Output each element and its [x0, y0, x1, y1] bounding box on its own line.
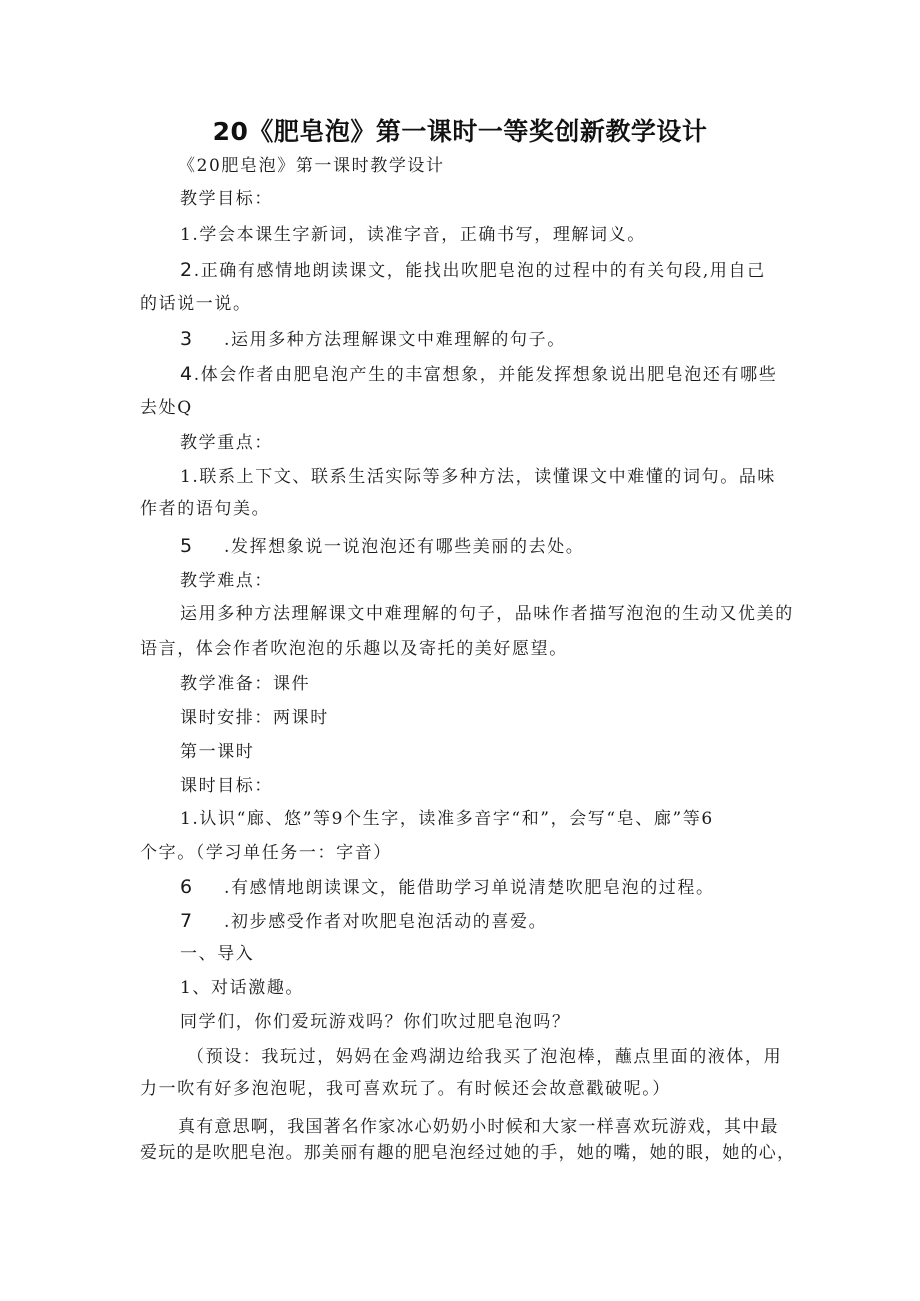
- goal-3-number: 3: [180, 328, 194, 350]
- lesson-goal-7: [180, 910, 547, 933]
- goal-3: [180, 328, 566, 351]
- paragraph-continued: 爱玩的是吹肥皂泡。那美丽有趣的肥皂泡经过她的手，她的嘴，她的眼，她的心，: [140, 1143, 796, 1163]
- lesson-goal-6-text: .有感情地朗读课文，能借助学习单说清楚吹肥皂泡的过程。: [224, 878, 715, 898]
- goal-4: [180, 363, 777, 386]
- preset-answer: （预设：我玩过，妈妈在金鸡湖边给我买了泡泡棒，蘸点里面的液体，用: [187, 1047, 783, 1067]
- goal-4-continued: 去处Q: [140, 398, 193, 418]
- subtitle: 《20肥皂泡》第一课时教学设计: [178, 156, 445, 176]
- section-intro-heading: 一、导入: [180, 944, 255, 964]
- goal-4-number: 4: [180, 363, 194, 385]
- goal-2-continued: 的话说一说。: [140, 294, 252, 314]
- preparation: 教学准备：课件: [180, 674, 311, 694]
- lesson-one-heading: 第一课时: [180, 742, 255, 762]
- lesson-goal-6-number: 6: [180, 876, 194, 898]
- preset-answer-continued: 力一吹有好多泡泡呢，我可喜欢玩了。有时候还会故意戳破呢。）: [140, 1079, 671, 1099]
- schedule: 课时安排：两课时: [180, 708, 329, 728]
- goal-2-text: .正确有感情地朗读课文，能找出吹肥皂泡的过程中的有关句段,用自己: [193, 261, 766, 281]
- goal-3-text: .运用多种方法理解课文中难理解的句子。: [224, 330, 566, 350]
- key-point-1-continued: 作者的语句美。: [140, 499, 271, 519]
- lesson-goal-1-continued: 个字。（学习单任务一：字音）: [140, 843, 392, 863]
- paragraph: 真有意思啊，我国著名作家冰心奶奶小时候和大家一样喜欢玩游戏，其中最: [178, 1117, 779, 1137]
- goal-2: [180, 259, 766, 282]
- intro-question: 同学们，你们爱玩游戏吗？你们吹过肥皂泡吗？: [180, 1012, 571, 1032]
- lesson-goals-heading: 课时目标：: [180, 776, 273, 796]
- goal-4-text: .体会作者由肥皂泡产生的丰富想象，并能发挥想象说出肥皂泡还有哪些: [193, 365, 778, 385]
- goal-1: 1.学会本课生字新词，读准字音，正确书写，理解词义。: [180, 225, 646, 245]
- key-point-5-number: 5: [180, 535, 194, 557]
- key-point-5-text: .发挥想象说一说泡泡还有哪些美丽的去处。: [224, 537, 585, 557]
- lesson-goal-1: 1.认识“廊、悠”等9个生字，读准多音字“和”，会写“皂、廊”等6: [180, 809, 714, 829]
- document-title: 20《肥皂泡》第一课时一等奖创新教学设计: [212, 117, 708, 146]
- intro-step-1: 1、对话激趣。: [180, 978, 305, 998]
- goal-2-number: 2: [180, 259, 194, 281]
- difficulty-text: 运用多种方法理解课文中难理解的句子，品味作者描写泡泡的生动又优美的: [180, 604, 794, 624]
- goals-heading: 教学目标：: [180, 189, 273, 209]
- difficulty-text-continued: 语言，体会作者吹泡泡的乐趣以及寄托的美好愿望。: [140, 639, 568, 659]
- difficulty-heading: 教学难点：: [180, 571, 273, 591]
- lesson-goal-7-number: 7: [180, 910, 194, 932]
- lesson-goal-6: [180, 876, 715, 899]
- lesson-goal-7-text: .初步感受作者对吹肥皂泡活动的喜爱。: [224, 912, 548, 932]
- key-point-1: 1.联系上下文、联系生活实际等多种方法，读懂课文中难懂的词句。品味: [180, 467, 777, 487]
- key-point-5: [180, 535, 584, 558]
- key-points-heading: 教学重点：: [180, 433, 273, 453]
